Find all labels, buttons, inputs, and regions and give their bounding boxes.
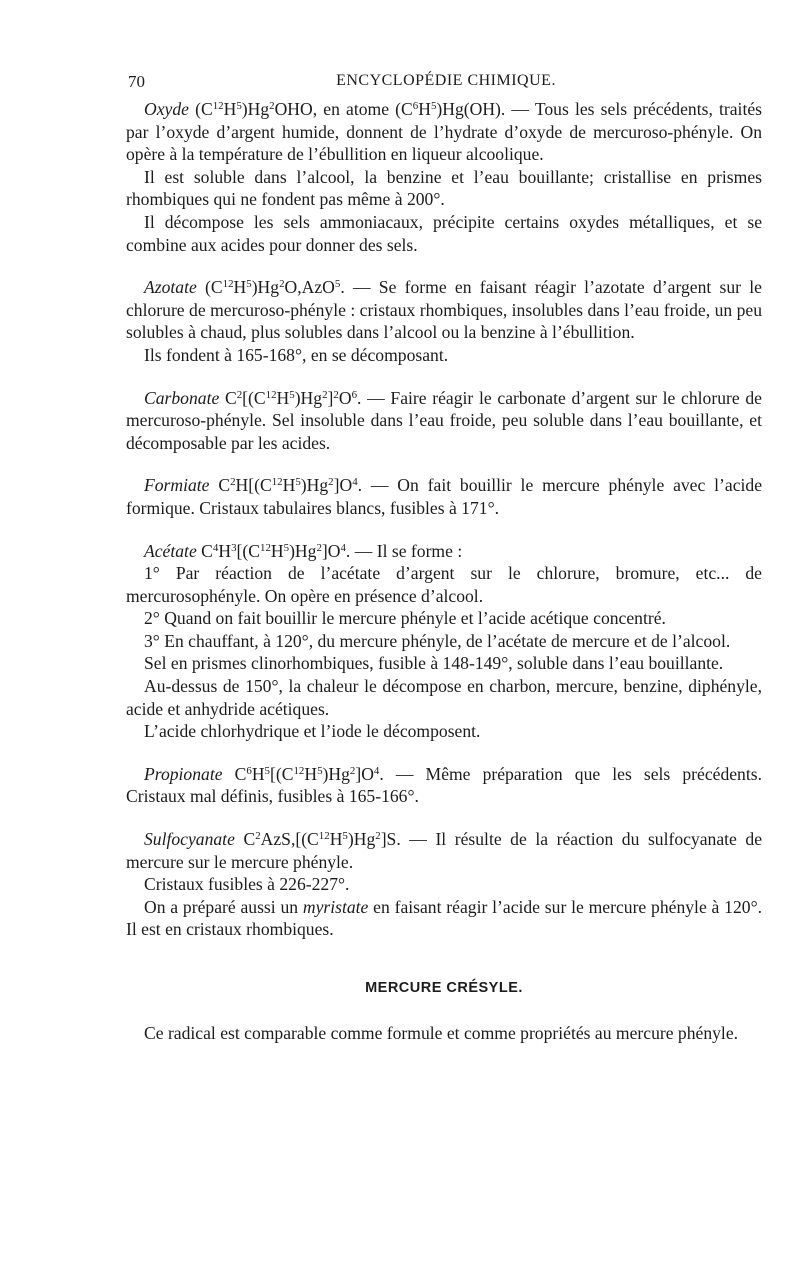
compound-formula: $C^4H^3[(C^{12}H^5)Hg^2]O^4$. <box>201 540 351 561</box>
entry-paragraph <box>126 276 762 344</box>
compound-name: Azotate <box>144 277 197 298</box>
compound-formula: $C^2AzS,[(C^{12}H^5)Hg^2]S$. <box>243 829 401 850</box>
compound-formula: $(C^{12}H^5)Hg^2OHO$, en atome $(C^6H^5)Hg(OH)$. <box>195 99 506 119</box>
compound-formula: $C^2[(C^{12}H^5)Hg^2]^2O^6$. <box>224 387 362 408</box>
compound-name: Carbonate <box>144 387 220 408</box>
entry-text: — Il se forme : <box>350 540 463 561</box>
compound-name: Acétate <box>144 540 197 561</box>
entry-text: — Tous les sels précédents, traités par l’oxyde d’argent humide, donnent de l’hydrate d’oxyde de mercuroso-phényle. On opère à la température de l’ébullition en liqueur alcoolique. <box>126 99 762 165</box>
entry-paragraph <box>126 763 762 808</box>
entry-text: — Même préparation que les sels précédents. Cristaux mal définis, fusibles à 165-166°. <box>126 763 762 807</box>
compound-name: Oxyde <box>144 99 189 119</box>
entry-paragraph <box>126 98 762 166</box>
compound-formula: $C^6H^5[(C^{12}H^5)Hg^2]O^4$. <box>234 763 384 784</box>
body-paragraph: Il est soluble dans l’alcool, la benzine et l’eau bouillante; cristallise en prismes rhombiques qui ne fondent pas même à 200°. <box>126 166 762 210</box>
body-paragraph: Sel en prismes clinorhombiques, fusible à 148-149°, soluble dans l’eau bouillante. <box>144 653 724 674</box>
entry-paragraph <box>126 474 762 519</box>
body-paragraph: Cristaux fusibles à 226-227°. <box>144 874 350 895</box>
entry-text: — Faire réagir le carbonate d’argent sur le chlorure de mercuroso-phényle. Sel insoluble dans l’eau froide, peu soluble dans l’eau bouillante, et décomposable par les acides. <box>126 387 762 453</box>
entry-paragraph <box>126 387 762 455</box>
running-head: ENCYCLOPÉDIE CHIMIQUE. <box>336 72 556 89</box>
body-paragraph: 2° Quand on fait bouillir le mercure phényle et l’acide acétique concentré. <box>144 608 666 629</box>
entry-text: — Il résulte de la réaction du sulfocyanate de mercure sur le mercure phényle. <box>126 829 763 872</box>
compound-formula: $C^2H[(C^{12}H^5)Hg^2]O^4$. <box>218 475 363 496</box>
entry-text: — Se forme en faisant réagir l’azotate d’argent sur le chlorure de mercuroso-phényle : cristaux rhombiques, insolubles dans l’eau froide, un peu solubles à chaud, plus solubles dans l’alcool ou la benzine à l’ébullition. <box>126 277 762 343</box>
entry-text: — On fait bouillir le mercure phényle avec l’acide formique. Cristaux tabulaires blancs, fusibles à 171°. <box>126 475 762 518</box>
body-paragraph: Ils fondent à 165-168°, en se décomposant. <box>144 344 449 365</box>
page-header <box>128 72 764 94</box>
compound-formula: $(C^{12}H^5)Hg^2O,AzO^5$. <box>205 277 345 298</box>
body-paragraph: Il décompose les sels ammoniacaux, précipite certains oxydes métalliques, et se combine aux acides pour donner des sels. <box>126 211 762 255</box>
body-paragraph: 1° Par réaction de l’acétate d’argent sur le chlorure, bromure, etc... de mercurosophényle. On opère en présence d’alcool. <box>126 563 762 606</box>
body-paragraph: Au-dessus de 150°, la chaleur le décompose en charbon, mercure, benzine, diphényle, acide et anhydride acétiques. <box>126 676 762 719</box>
page-body <box>126 98 762 1044</box>
body-paragraph: On a préparé aussi un myristate en faisant réagir l’acide sur le mercure phényle à 120°. Il est en cristaux rhombiques. <box>126 896 762 940</box>
section-body-paragraph: Ce radical est comparable comme formule et comme propriétés au mercure phényle. <box>144 1022 739 1043</box>
page-number: 70 <box>128 72 145 91</box>
compound-name: Propionate <box>144 763 223 784</box>
section-title: MERCURE CRÉSYLE. <box>365 980 523 996</box>
entry-paragraph <box>126 828 762 873</box>
body-paragraph: L’acide chlorhydrique et l’iode le décomposent. <box>144 721 481 742</box>
body-paragraph: 3° En chauffant, à 120°, du mercure phényle, de l’acétate de mercure et de l’alcool. <box>144 630 731 651</box>
entry-paragraph <box>126 540 762 563</box>
compound-name: Sulfocyanate <box>144 829 235 850</box>
compound-name: Formiate <box>144 475 210 496</box>
